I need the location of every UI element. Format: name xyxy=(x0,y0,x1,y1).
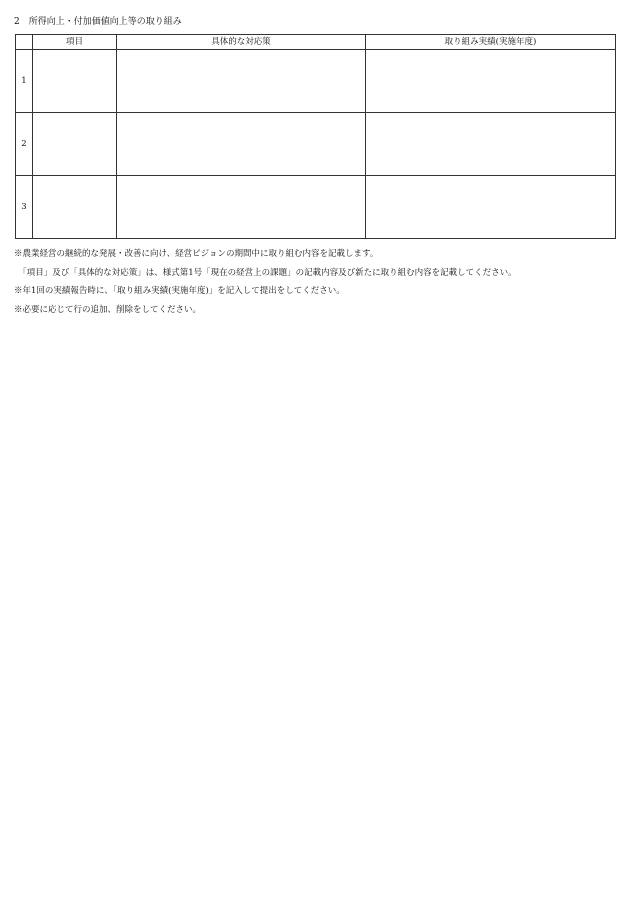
header-measure: 具体的な対応策 xyxy=(117,35,366,50)
note-line: ※年1回の実績報告時に、「取り組み実績(実施年度)」を記入して提出をしてください。 xyxy=(14,286,345,296)
table-row xyxy=(16,50,616,113)
header-result: 取り組み実績(実施年度) xyxy=(366,35,616,50)
section-title: 2 所得向上・付加価値向上等の取り組み xyxy=(14,17,182,27)
table-header-row xyxy=(16,35,616,50)
measure-cell[interactable] xyxy=(117,113,366,176)
item-cell[interactable] xyxy=(33,50,117,113)
result-cell[interactable] xyxy=(366,50,616,113)
item-cell[interactable] xyxy=(33,113,117,176)
table-row xyxy=(16,113,616,176)
header-number xyxy=(16,35,33,50)
row-number: 3 xyxy=(16,176,33,239)
measure-cell[interactable] xyxy=(117,50,366,113)
note-line: 「項目」及び「具体的な対応策」は、様式第1号「現在の経営上の課題」の記載内容及び新たに取り組む内容を記載してください。 xyxy=(14,267,517,278)
result-cell[interactable] xyxy=(366,113,616,176)
notes-block xyxy=(14,245,517,319)
item-cell[interactable] xyxy=(33,176,117,239)
note-line: ※必要に応じて行の追加、削除をしてください。 xyxy=(14,304,202,315)
note-line: ※農業経営の継続的な発展・改善に向け、経営ビジョンの期間中に取り組む内容を記載します。 xyxy=(14,249,379,259)
table-row xyxy=(16,176,616,239)
measure-cell[interactable] xyxy=(117,176,366,239)
header-item: 項目 xyxy=(33,35,117,50)
initiatives-table xyxy=(15,34,616,239)
row-number: 2 xyxy=(16,113,33,176)
row-number: 1 xyxy=(16,50,33,113)
result-cell[interactable] xyxy=(366,176,616,239)
